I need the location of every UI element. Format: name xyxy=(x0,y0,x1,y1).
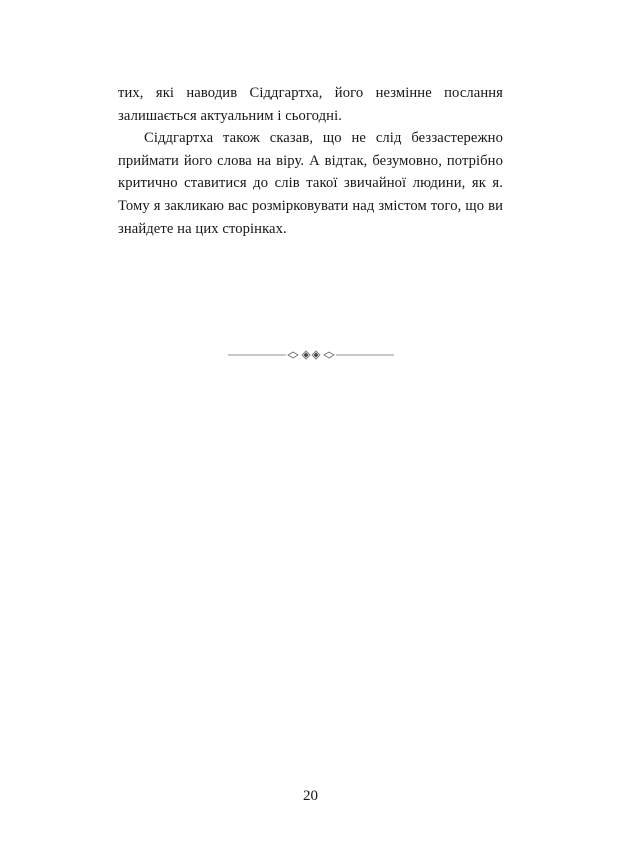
paragraph-body: Сіддгартха також сказав, що не слід беззастережно приймати його слова на віру. А відтак, безумовно, потрібно критично ставитися до слів такої звичайної людини, як я. Тому я закликаю вас розмірковувати над змістом того, що ви знайдете на цих сторінках. xyxy=(118,130,503,237)
paragraph-continuation: тих, які наводив Сіддгартха, його незмінне послання залишається актуальним і сьогодні. xyxy=(118,85,503,124)
page-number: 20 xyxy=(303,788,318,804)
diamond-divider-ornament xyxy=(118,345,503,365)
body-text xyxy=(118,82,503,240)
